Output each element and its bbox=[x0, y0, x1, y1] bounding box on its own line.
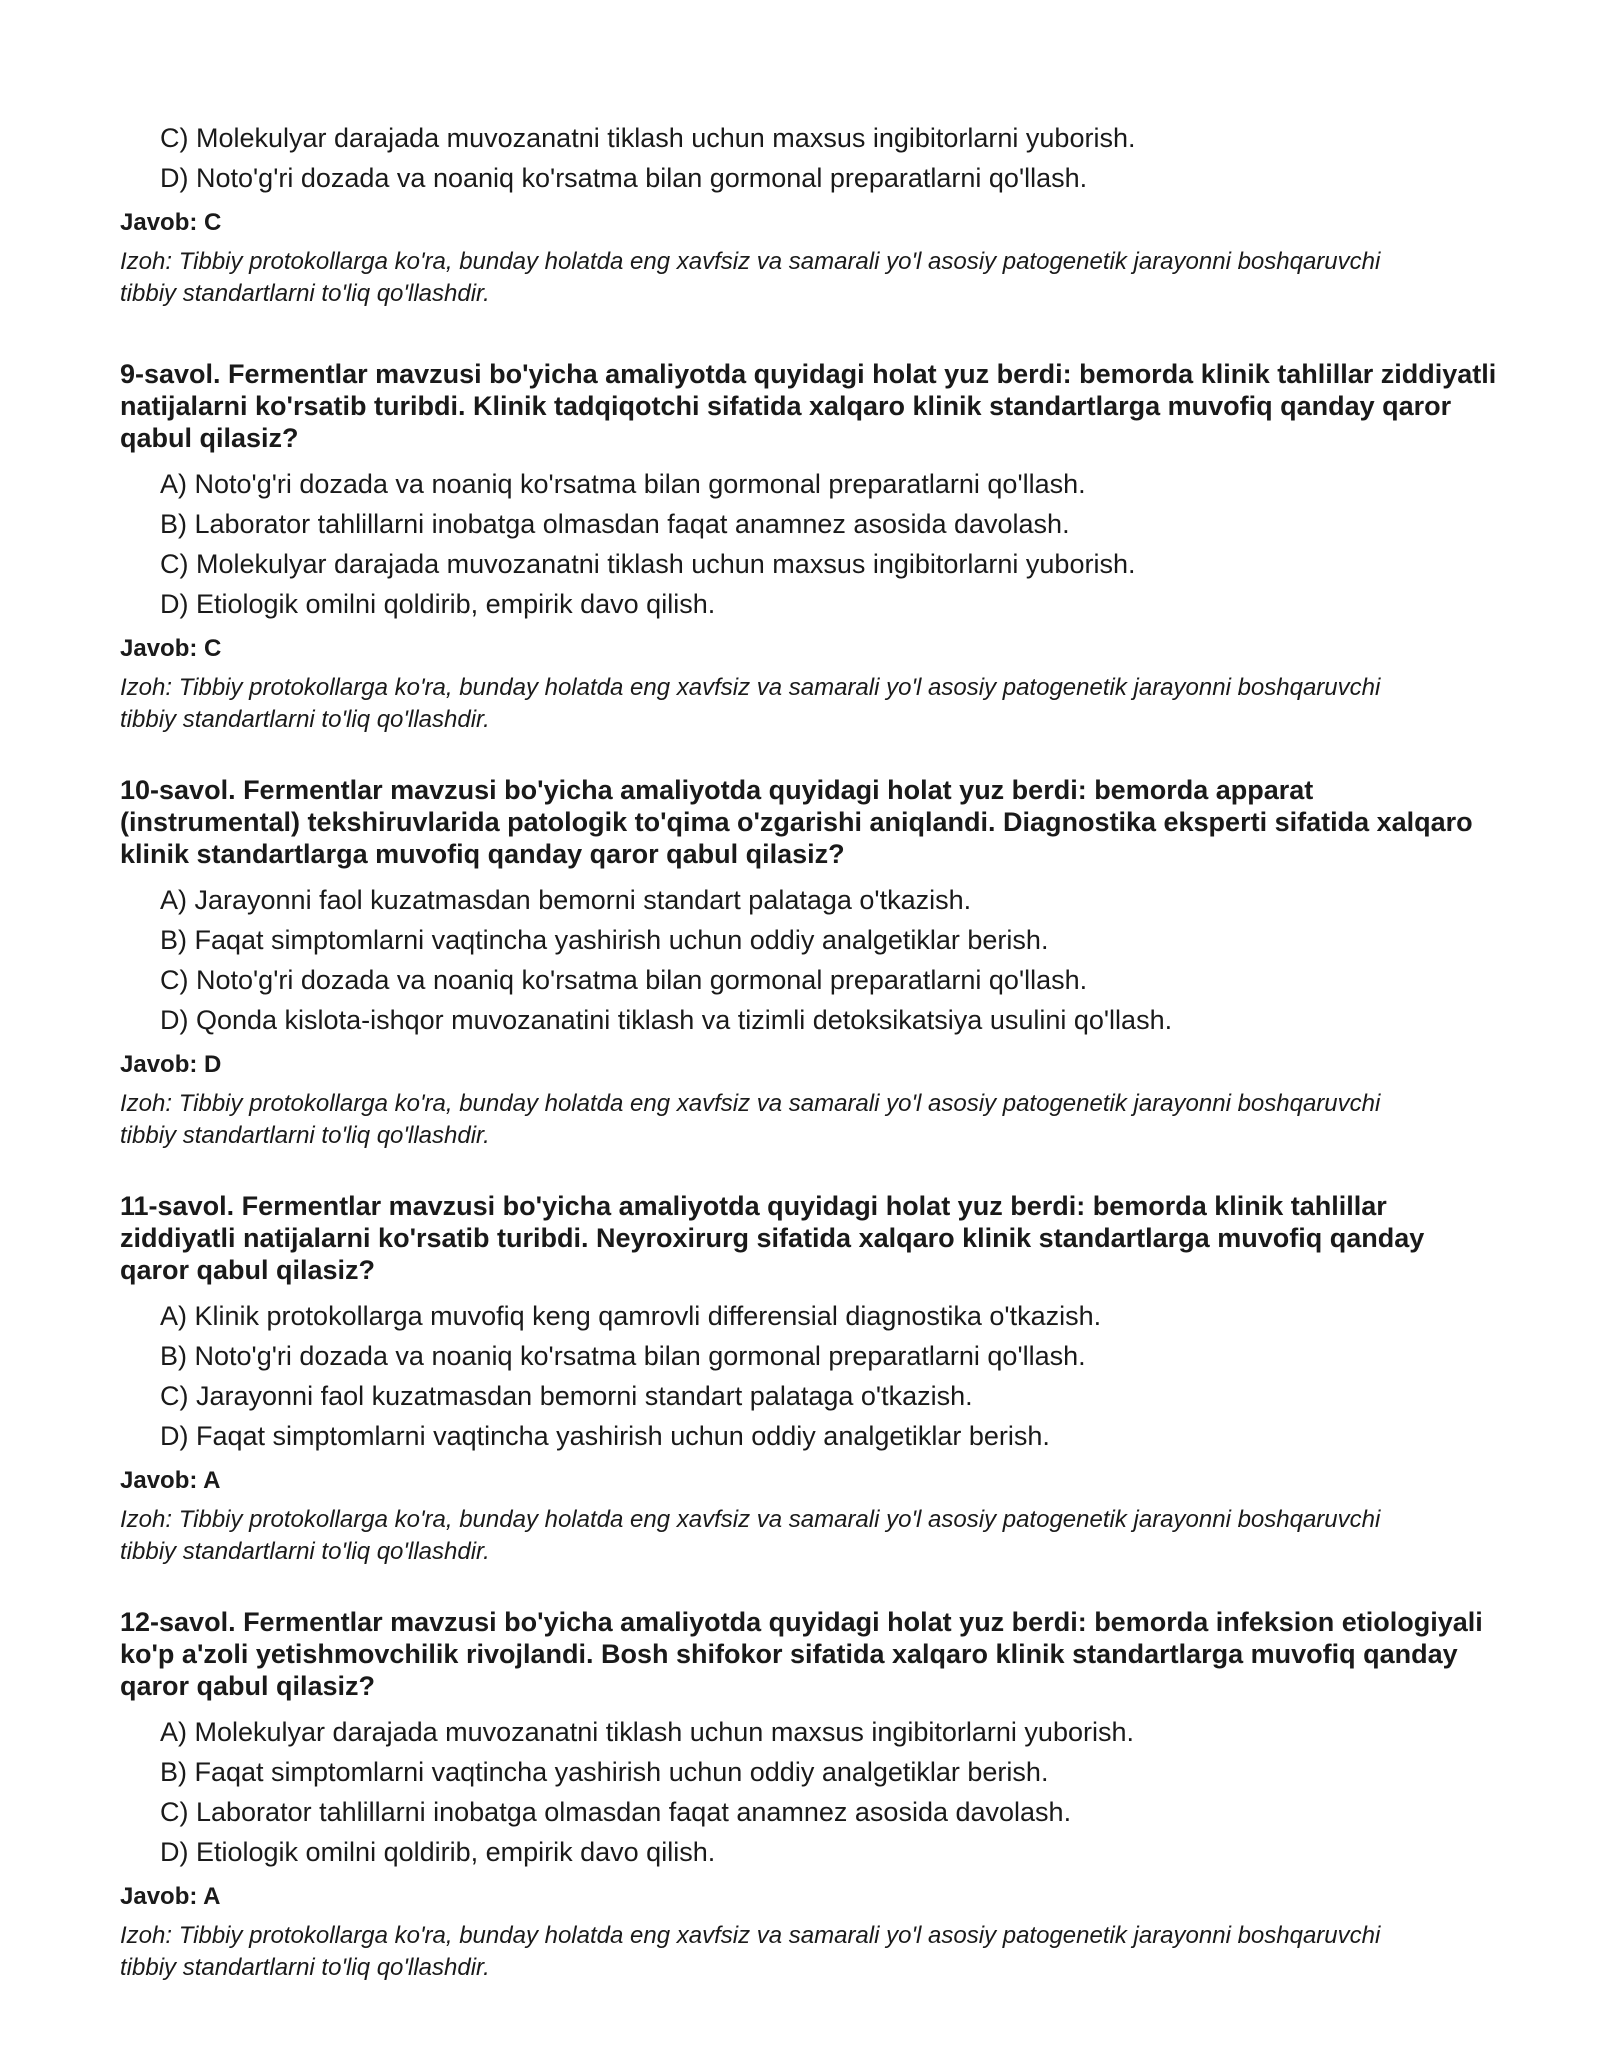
answer-label: Javob: A bbox=[120, 1883, 221, 1910]
option-d: D) Etiologik omilni qoldirib, empirik davo qilish. bbox=[160, 1837, 716, 1867]
option-c: C) Molekulyar darajada muvozanatni tiklash uchun maxsus ingibitorlarni yuborish. bbox=[160, 123, 1136, 153]
explanation-note: Izoh: Tibbiy protokollarga ko'ra, bunday holatda eng xavfsiz va samarali yo'l asosiy patogenetik jarayonni boshqaruvchi tibbiy standartlarni to'liq qo'llashdir. bbox=[120, 248, 1381, 307]
question-10 bbox=[120, 774, 1500, 1152]
option-b: B) Faqat simptomlarni vaqtincha yashirish uchun oddiy analgetiklar berish. bbox=[160, 925, 1049, 955]
document-page bbox=[120, 118, 1500, 2022]
option-c: C) Laborator tahlillarni inobatga olmasdan faqat anamnez asosida davolash. bbox=[160, 1797, 1072, 1827]
options-list bbox=[120, 880, 1500, 1040]
option-a: A) Klinik protokollarga muvofiq keng qamrovli differensial diagnostika o'tkazish. bbox=[160, 1301, 1102, 1331]
options-list bbox=[120, 118, 1500, 198]
explanation-note: Izoh: Tibbiy protokollarga ko'ra, bunday holatda eng xavfsiz va samarali yo'l asosiy patogenetik jarayonni boshqaruvchi tibbiy standartlarni to'liq qo'llashdir. bbox=[120, 1090, 1381, 1149]
options-list bbox=[120, 1712, 1500, 1872]
option-b: B) Laborator tahlillarni inobatga olmasdan faqat anamnez asosida davolash. bbox=[160, 509, 1070, 539]
option-c: C) Molekulyar darajada muvozanatni tiklash uchun maxsus ingibitorlarni yuborish. bbox=[160, 549, 1136, 579]
answer-label: Javob: A bbox=[120, 1467, 221, 1494]
explanation-note: Izoh: Tibbiy protokollarga ko'ra, bunday holatda eng xavfsiz va samarali yo'l asosiy patogenetik jarayonni boshqaruvchi tibbiy standartlarni to'liq qo'llashdir. bbox=[120, 1506, 1381, 1565]
option-d: D) Noto'g'ri dozada va noaniq ko'rsatma bilan gormonal preparatlarni qo'llash. bbox=[160, 163, 1088, 193]
explanation-note: Izoh: Tibbiy protokollarga ko'ra, bunday holatda eng xavfsiz va samarali yo'l asosiy patogenetik jarayonni boshqaruvchi tibbiy standartlarni to'liq qo'llashdir. bbox=[120, 674, 1381, 733]
option-b: B) Faqat simptomlarni vaqtincha yashirish uchun oddiy analgetiklar berish. bbox=[160, 1757, 1049, 1787]
answer-label: Javob: D bbox=[120, 1051, 222, 1078]
option-c: C) Noto'g'ri dozada va noaniq ko'rsatma bilan gormonal preparatlarni qo'llash. bbox=[160, 965, 1088, 995]
question-title: 12-savol. Fermentlar mavzusi bo'yicha amaliyotda quyidagi holat yuz berdi: bemorda infeksion etiologiyali ko'p a'zoli yetishmovchilik rivojlandi. Bosh shifokor sifatida xalqaro klinik standartlarga muvofiq qanday qaror qabul qilasiz? bbox=[120, 1607, 1483, 1701]
question-11 bbox=[120, 1190, 1500, 1568]
question-title: 9-savol. Fermentlar mavzusi bo'yicha amaliyotda quyidagi holat yuz berdi: bemorda klinik tahlillar ziddiyatli natijalarni ko'rsatib turibdi. Klinik tadqiqotchi sifatida xalqaro klinik standartlarga muvofiq qanday qaror qabul qilasiz? bbox=[120, 359, 1497, 453]
option-b: B) Noto'g'ri dozada va noaniq ko'rsatma bilan gormonal preparatlarni qo'llash. bbox=[160, 1341, 1086, 1371]
question-12 bbox=[120, 1606, 1500, 1984]
question-9 bbox=[120, 358, 1500, 736]
explanation-note: Izoh: Tibbiy protokollarga ko'ra, bunday holatda eng xavfsiz va samarali yo'l asosiy patogenetik jarayonni boshqaruvchi tibbiy standartlarni to'liq qo'llashdir. bbox=[120, 1922, 1381, 1981]
option-d: D) Faqat simptomlarni vaqtincha yashirish uchun oddiy analgetiklar berish. bbox=[160, 1421, 1050, 1451]
options-list bbox=[120, 464, 1500, 624]
answer-label: Javob: C bbox=[120, 209, 222, 236]
option-c: C) Jarayonni faol kuzatmasdan bemorni standart palataga o'tkazish. bbox=[160, 1381, 973, 1411]
question-title: 11-savol. Fermentlar mavzusi bo'yicha amaliyotda quyidagi holat yuz berdi: bemorda klinik tahlillar ziddiyatli natijalarni ko'rsatib turibdi. Neyroxirurg sifatida xalqaro klinik standartlarga muvofiq qanday qaror qabul qilasiz? bbox=[120, 1191, 1425, 1285]
option-a: A) Noto'g'ri dozada va noaniq ko'rsatma bilan gormonal preparatlarni qo'llash. bbox=[160, 469, 1086, 499]
option-d: D) Qonda kislota-ishqor muvozanatini tiklash va tizimli detoksikatsiya usulini qo'llash. bbox=[160, 1005, 1173, 1035]
option-a: A) Jarayonni faol kuzatmasdan bemorni standart palataga o'tkazish. bbox=[160, 885, 972, 915]
question-8-continuation bbox=[120, 118, 1500, 310]
option-a: A) Molekulyar darajada muvozanatni tiklash uchun maxsus ingibitorlarni yuborish. bbox=[160, 1717, 1134, 1747]
answer-label: Javob: C bbox=[120, 635, 222, 662]
option-d: D) Etiologik omilni qoldirib, empirik davo qilish. bbox=[160, 589, 716, 619]
question-title: 10-savol. Fermentlar mavzusi bo'yicha amaliyotda quyidagi holat yuz berdi: bemorda apparat (instrumental) tekshiruvlarida patologik to'qima o'zgarishi aniqlandi. Diagnostika eksperti sifatida xalqaro klinik standartlarga muvofiq qanday qaror qabul qilasiz? bbox=[120, 775, 1473, 869]
options-list bbox=[120, 1296, 1500, 1456]
